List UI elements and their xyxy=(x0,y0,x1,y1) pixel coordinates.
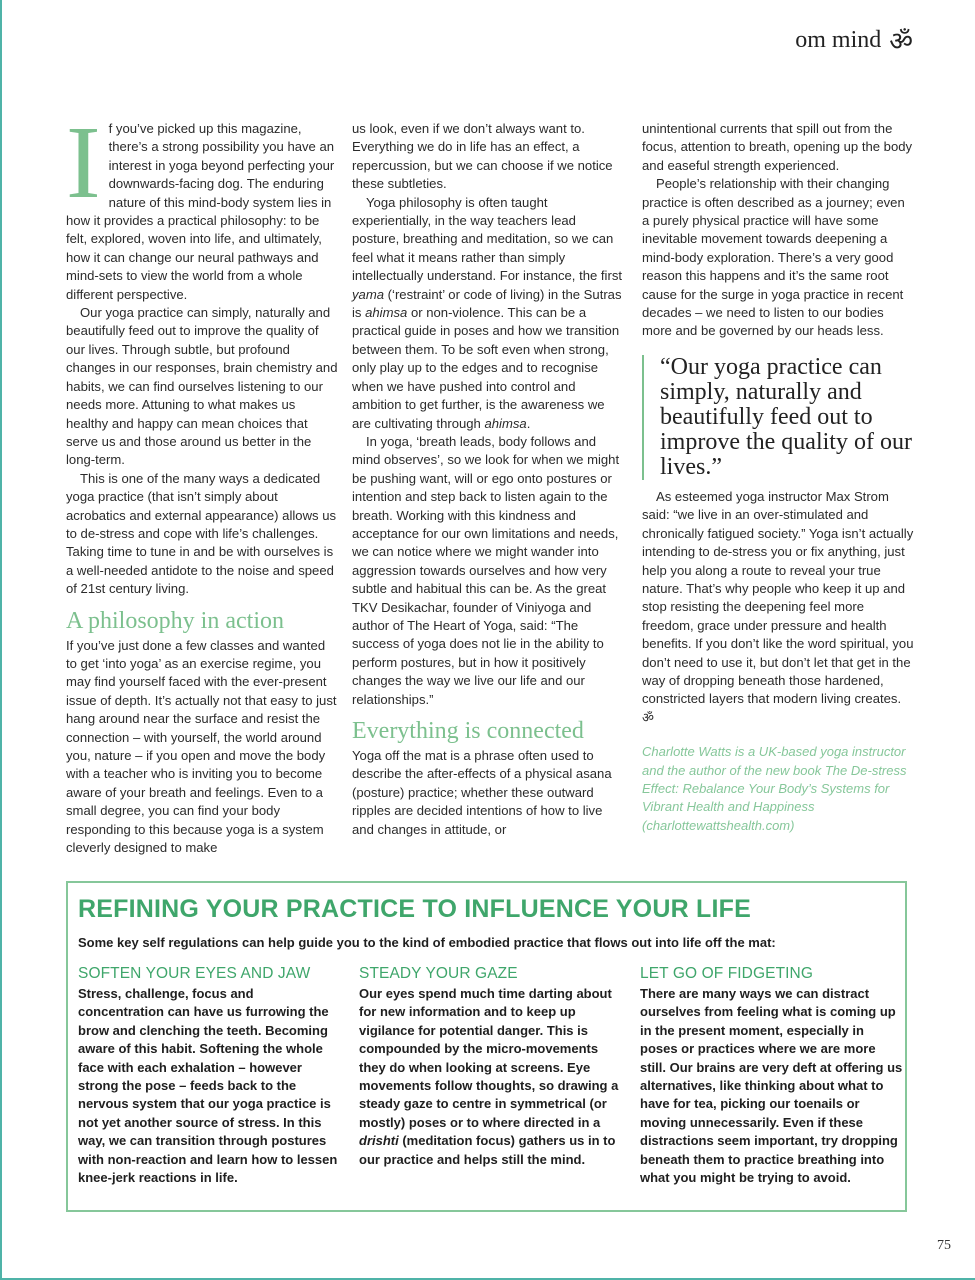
article-column-2 xyxy=(352,120,624,839)
tip-soften-eyes-jaw xyxy=(78,965,342,1187)
paragraph: People’s relationship with their changing practice is often described as a journey; even a purely physical practice will have some inevitable movement towards deepening a mind-body exploration. There’s a very good reason this happens and it’s the same root cause for the surge in yoga practice in recent decades – we need to listen to our bodies more and be governed by our heads less. xyxy=(642,176,905,339)
text-run: Yoga philosophy is often taught experientially, in the way teachers lead posture, breathing and meditation, so we can feel what it means rather than simply intellectually understand. For instance, the first xyxy=(352,194,623,284)
paragraph xyxy=(352,194,624,433)
text-run: or non-violence. This can be a practical guide in poses and how we transition between them. To be soft even when strong, only play up to the edges and to recognise when we have pushed into control and ambition to get further, is the awareness we are cultivating through xyxy=(352,305,620,431)
pull-quote: “Our yoga practice can simply, naturally and beautifully feed out to improve the quality of our lives.” xyxy=(642,355,914,480)
page-number: 75 xyxy=(937,1238,951,1253)
term-ahimsa: ahimsa xyxy=(484,415,527,431)
tip-body: Stress, challenge, focus and concentration can have us furrowing the brow and clenching the teeth. Becoming aware of this habit. Softening the whole face with each exhalation – however strong the pose – feeds back to the nervous system that our yoga practice is not yet another source of stress. In this way, we can transition through postures with non-reaction and learn how to lessen knee-jerk reactions in life. xyxy=(78,986,338,1186)
tip-heading: SOFTEN YOUR EYES AND JAW xyxy=(78,965,311,982)
term-yama: yama xyxy=(352,286,385,302)
author-bio-text: Charlotte Watts is a UK-based yoga instructor and the author of the new book The De-stress Effect: Rebalance Your Body’s Systems for Vibrant Health and Happiness (charlottewattshealth.com) xyxy=(642,744,907,833)
text-run: Our eyes spend much time darting about for new information and to keep up vigilance for potential danger. This is compounded by the micro-movements they do when looking at screens. Eye movements follow thoughts, so drawing a steady gaze to centre in symmetrical (or mostly) poses or to where directed in a xyxy=(359,986,619,1130)
tips-box-intro: Some key self regulations can help guide you to the kind of embodied practice that flows out into life off the mat: xyxy=(78,935,776,950)
om-end-mark-icon: ॐ xyxy=(642,709,654,725)
section-label: om mind xyxy=(795,26,882,53)
term-ahimsa: ahimsa xyxy=(365,305,408,321)
text-run: (‘restraint’ or code of living) in the Sutras is xyxy=(352,286,622,321)
paragraph: This is one of the many ways a dedicated yoga practice (that isn’t simply about acrobatics and external appearance) allows us to de-stress and cope with life’s challenges. Taking time to tune in and be with ourselves is a well-needed antidote to the noise and speed of 21st century living. xyxy=(66,470,337,597)
author-bio xyxy=(642,743,914,835)
paragraph: f you’ve picked up this magazine, there’s a strong possibility you have an interest in yoga beyond perfecting your downwards-facing dog. The enduring nature of this mind-body system lies in how it provides a practical philosophy: to be felt, explored, woven into life, and ultimately, how it can change our neural pathways and mind-sets to view the world from a whole different perspective. xyxy=(66,121,335,302)
tip-steady-gaze xyxy=(359,965,623,1169)
tip-heading: LET GO OF FIDGETING xyxy=(640,965,813,982)
paragraph: Yoga off the mat is a phrase often used to describe the after-effects of a physical asana (posture) practice; whether these outward ripples are decided intentions of how to live and changes in attitude, or xyxy=(352,748,612,837)
paragraph: If you’ve just done a few classes and wanted to get ‘into yoga’ as an exercise regime, you may find yourself faced with the ever-present issue of depth. It’s actually not that easy to just hang around near the surface and resist the connection – with yourself, the world around you, nature – if you open and move the body with a teacher who is inviting you to become aware of your breath and feelings. Even to a small degree, you can find your body responding to this because yoga is a system cleverly designed to make xyxy=(66,637,337,856)
tips-box xyxy=(66,881,907,1212)
article-column-3 xyxy=(642,120,914,835)
tip-body xyxy=(359,985,623,1169)
paragraph: us look, even if we don’t always want to. Everything we do in life has an effect, a repercussion, but we can choose if we notice these subtleties. xyxy=(352,121,613,192)
article-column-1 xyxy=(66,105,338,857)
drop-cap: I xyxy=(66,105,101,220)
subheading: Everything is connected xyxy=(352,718,584,744)
text-run: (meditation focus) gathers us in to our practice and helps still the mind. xyxy=(359,1133,616,1167)
paragraph xyxy=(642,488,914,727)
paragraph: In yoga, ‘breath leads, body follows and mind observes’, so we look for when we might be pushing want, will or ego onto postures or intention and step back to listen again to the breath. Working with this kindness and acceptance for our own limitations and needs, we can notice where we might wander into aggression towards ourselves and how very subtle and habitual this can be. As the great TKV Desikachar, founder of Viniyoga and author of The Heart of Yoga, said: “The success of yoga does not lie in the ability to perform postures, but in how it positively changes the way we live our life and our relationships.” xyxy=(352,433,620,707)
om-symbol-icon: ॐ xyxy=(889,26,913,56)
paragraph: Our yoga practice can simply, naturally and beautifully feed out to improve the quality of our lives. Through subtle, but profound changes in our responses, brain chemistry and habits, we can find ourselves listening to our needs more. Attuning to what makes us healthy and happy can mean choices that serve us and those around us better in the long-term. xyxy=(66,305,338,468)
left-edge-rule xyxy=(0,0,2,1280)
tip-heading: STEADY YOUR GAZE xyxy=(359,965,518,982)
text-run: . xyxy=(526,415,531,431)
tip-body: There are many ways we can distract ourselves from feeling what is coming up in the present moment, especially in poses or practices where we are more still. Our brains are very deft at offering us alternatives, like thinking about what to have for tea, picking our toenails or moving unnecessarily. Even if these distractions seem important, try dropping beneath them to practice breathing into what you might be trying to avoid. xyxy=(640,986,903,1186)
subheading: A philosophy in action xyxy=(66,607,284,634)
section-header xyxy=(795,22,913,58)
text-run: As esteemed yoga instructor Max Strom said: “we live in an over-stimulated and chronically fatigued society.” Yoga isn’t actually intending to de-stress you or fix anything, just help you along a route to reveal your true nature. That’s why people who keep it up and stop resisting the deepening feel more freedom, grace under pressure and health benefits. If you don’t like the word spiritual, you don’t need to use it, but don’t let that get in the way of dropping beneath those hardened, constricted layers that modern living creates. xyxy=(642,488,914,707)
term-drishti: drishti xyxy=(359,1133,399,1149)
tips-box-title: REFINING YOUR PRACTICE TO INFLUENCE YOUR LIFE xyxy=(78,895,751,923)
tip-let-go-fidgeting xyxy=(640,965,904,1187)
paragraph: unintentional currents that spill out from the focus, attention to breath, opening up the body and easeful strength experienced. xyxy=(642,121,913,173)
